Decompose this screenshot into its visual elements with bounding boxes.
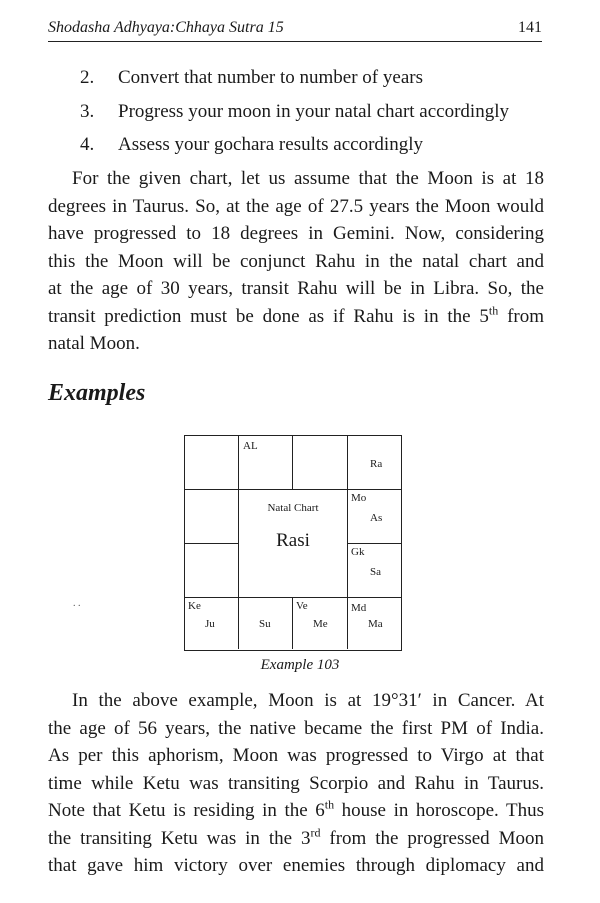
house-virgo	[348, 598, 401, 649]
planet-label: Md	[351, 602, 367, 614]
text-line: the age of 56 years, the native became the first PM of India.	[48, 717, 544, 739]
text-line	[48, 797, 544, 825]
list-item	[80, 133, 423, 157]
paragraph-example-analysis	[48, 687, 544, 880]
text-line: that gave him victory over enemies through diplomacy and	[48, 855, 544, 876]
superscript: rd	[310, 825, 321, 840]
text-line: time while Ketu was transiting Scorpio and Rahu in Taurus.	[48, 772, 544, 794]
chart-center-title: Natal Chart	[267, 502, 319, 514]
planet-label: Ra	[370, 458, 383, 470]
list-item	[80, 66, 423, 90]
planet-label: Ju	[205, 618, 215, 630]
page-number: 141	[518, 19, 542, 36]
text-line: this the Moon will be conjunct Rahu in the natal chart and	[48, 250, 544, 272]
superscript: th	[488, 303, 499, 318]
rasi-chart	[184, 435, 402, 651]
list-number: 3.	[80, 101, 95, 122]
planet-label: Su	[259, 618, 271, 630]
text-line: natal Moon.	[48, 333, 140, 354]
planet-label: As	[370, 512, 383, 524]
text-segment: from the progressed Moon	[320, 827, 544, 849]
text-line	[48, 825, 544, 853]
list-text: Assess your gochara results accordingly	[118, 134, 423, 155]
text-line: As per this aphorism, Moon was progressed to Virgo at that	[48, 745, 544, 766]
planet-label: Ma	[368, 618, 383, 630]
list-text: Progress your moon in your natal chart accordingly	[118, 101, 509, 122]
house-sagittarius	[185, 598, 239, 649]
chart-caption: Example 103	[260, 657, 340, 673]
list-text: Convert that number to number of years	[118, 67, 423, 88]
planet-label: Me	[313, 618, 328, 630]
superscript: th	[324, 797, 335, 812]
house-scorpio	[239, 598, 293, 649]
text-line: at the age of 30 years, transit Rahu will be in Libra. So, the	[48, 278, 544, 299]
chart-center-name: Rasi	[276, 530, 310, 551]
text-segment: the transiting Ketu was in the 3	[48, 827, 311, 849]
planet-label: AL	[243, 440, 258, 452]
house-taurus	[293, 436, 348, 490]
planet-label: Ve	[296, 600, 308, 612]
section-heading: Examples	[48, 380, 146, 406]
list-number: 2.	[80, 67, 95, 88]
house-pisces	[185, 436, 239, 490]
text-line: degrees in Taurus. So, at the age of 27.5 years the Moon would	[48, 195, 544, 217]
house-cancer	[348, 490, 401, 544]
house-aquarius	[185, 490, 239, 544]
text-segment: transit prediction must be done as if Rahu is in the 5	[48, 305, 489, 327]
house-capricorn	[185, 544, 239, 598]
margin-mark: . .	[73, 598, 81, 609]
text-segment: Note that Ketu is residing in the 6	[48, 800, 325, 821]
planet-label: Gk	[351, 546, 365, 558]
paragraph-transit-assumption	[48, 165, 544, 358]
house-aries	[239, 436, 293, 490]
header-title: Shodasha Adhyaya:Chhaya Sutra 15	[48, 19, 284, 36]
planet-label: Mo	[351, 492, 367, 504]
house-libra	[293, 598, 348, 649]
text-line: For the given chart, let us assume that the Moon is at 18	[72, 168, 544, 189]
text-line	[48, 303, 544, 331]
house-gemini	[348, 436, 401, 490]
text-segment: house in horoscope. Thus	[334, 800, 544, 821]
running-header	[48, 17, 542, 42]
chart-center	[239, 490, 348, 598]
list-number: 4.	[80, 134, 95, 155]
planet-label: Sa	[370, 566, 381, 578]
text-line: have progressed to 18 degrees in Gemini. Now, considering	[48, 223, 544, 244]
list-item	[80, 100, 509, 124]
house-leo	[348, 544, 401, 598]
planet-label: Ke	[188, 600, 201, 612]
text-segment: from	[498, 305, 545, 327]
text-line: In the above example, Moon is at 19°31′ in Cancer. At	[72, 690, 544, 711]
